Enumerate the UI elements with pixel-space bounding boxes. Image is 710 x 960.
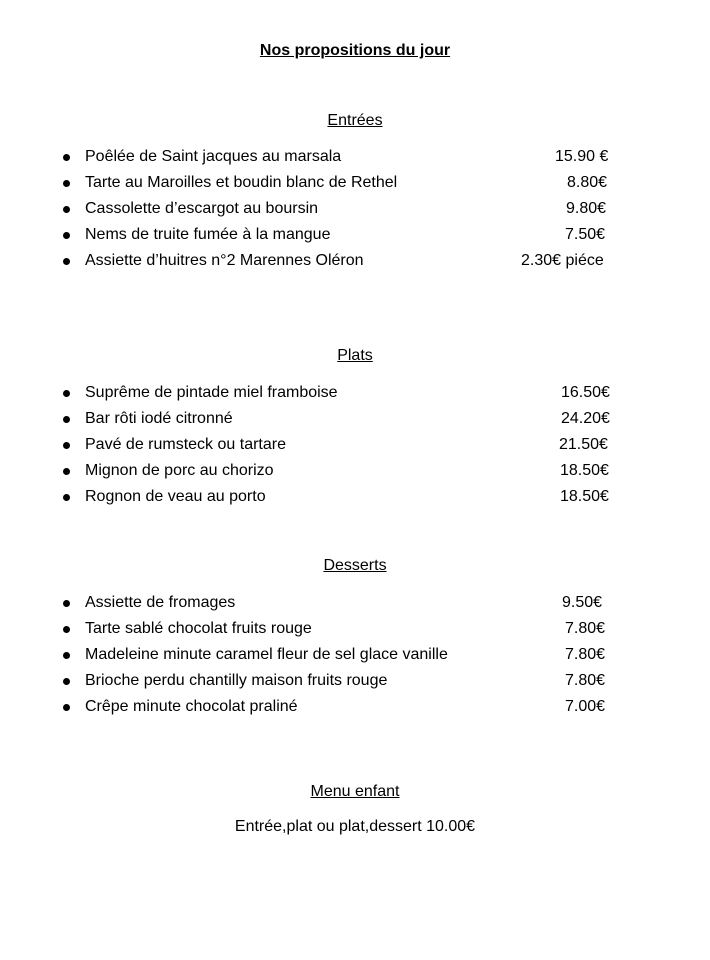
bullet-icon <box>63 258 70 265</box>
page-title: Nos propositions du jour <box>259 42 451 59</box>
list-item <box>60 432 620 458</box>
list-item <box>60 642 620 668</box>
bullet-icon <box>63 704 70 711</box>
list-item <box>60 616 620 642</box>
section-heading-entrees: Entrées <box>327 112 383 129</box>
desserts-list <box>60 590 620 720</box>
bullet-icon <box>63 442 70 449</box>
dish-price: 8.80€ <box>567 174 608 191</box>
dish-name: Madeleine minute caramel fleur de sel glace vanille <box>85 646 448 663</box>
list-item <box>60 406 620 432</box>
dish-price: 7.50€ <box>565 226 606 243</box>
bullet-icon <box>63 468 70 475</box>
bullet-icon <box>63 180 70 187</box>
list-item <box>60 144 620 170</box>
bullet-icon <box>63 232 70 239</box>
kids-menu-line: Entrée,plat ou plat,dessert 10.00€ <box>234 818 476 835</box>
list-item <box>60 694 620 720</box>
dish-name: Cassolette d’escargot au boursin <box>85 200 319 217</box>
bullet-icon <box>63 154 70 161</box>
entrees-list <box>60 144 620 274</box>
section-heading-plats: Plats <box>337 347 373 364</box>
dish-name: Pavé de rumsteck ou tartare <box>85 436 286 453</box>
dish-name: Assiette de fromages <box>85 594 236 611</box>
list-item <box>60 248 620 274</box>
dish-price: 7.80€ <box>565 620 606 637</box>
dish-name: Poêlée de Saint jacques au marsala <box>85 148 342 165</box>
bullet-icon <box>63 678 70 685</box>
dish-name: Crêpe minute chocolat praliné <box>85 698 298 715</box>
plats-list <box>60 380 620 510</box>
list-item <box>60 196 620 222</box>
dish-price: 7.00€ <box>565 698 606 715</box>
section-heading-menu-enfant: Menu enfant <box>310 783 400 800</box>
bullet-icon <box>63 390 70 397</box>
list-item <box>60 484 620 510</box>
dish-name: Brioche perdu chantilly maison fruits rouge <box>85 672 388 689</box>
bullet-icon <box>63 652 70 659</box>
list-item <box>60 222 620 248</box>
list-item <box>60 458 620 484</box>
dish-name: Mignon de porc au chorizo <box>85 462 274 479</box>
dish-price: 21.50€ <box>559 436 608 453</box>
dish-name: Nems de truite fumée à la mangue <box>85 226 331 243</box>
dish-name: Assiette d’huitres n°2 Marennes Oléron <box>85 252 364 269</box>
dish-price: 16.50€ <box>561 384 610 401</box>
dish-price: 18.50€ <box>560 462 609 479</box>
bullet-icon <box>63 494 70 501</box>
bullet-icon <box>63 626 70 633</box>
dish-name: Bar rôti iodé citronné <box>85 410 233 427</box>
bullet-icon <box>63 600 70 607</box>
bullet-icon <box>63 416 70 423</box>
dish-name: Tarte sablé chocolat fruits rouge <box>85 620 312 637</box>
list-item <box>60 590 620 616</box>
dish-price: 7.80€ <box>565 672 606 689</box>
dish-price: 24.20€ <box>561 410 610 427</box>
list-item <box>60 170 620 196</box>
dish-price: 9.80€ <box>566 200 607 217</box>
dish-price: 9.50€ <box>562 594 603 611</box>
bullet-icon <box>63 206 70 213</box>
list-item <box>60 668 620 694</box>
dish-price: 15.90 € <box>555 148 609 165</box>
dish-name: Tarte au Maroilles et boudin blanc de Rethel <box>85 174 398 191</box>
dish-name: Rognon de veau au porto <box>85 488 266 505</box>
dish-price: 7.80€ <box>565 646 606 663</box>
dish-price: 2.30€ piéce <box>521 252 604 269</box>
dish-price: 18.50€ <box>560 488 609 505</box>
dish-name: Suprême de pintade miel framboise <box>85 384 338 401</box>
list-item <box>60 380 620 406</box>
section-heading-desserts: Desserts <box>323 557 387 574</box>
